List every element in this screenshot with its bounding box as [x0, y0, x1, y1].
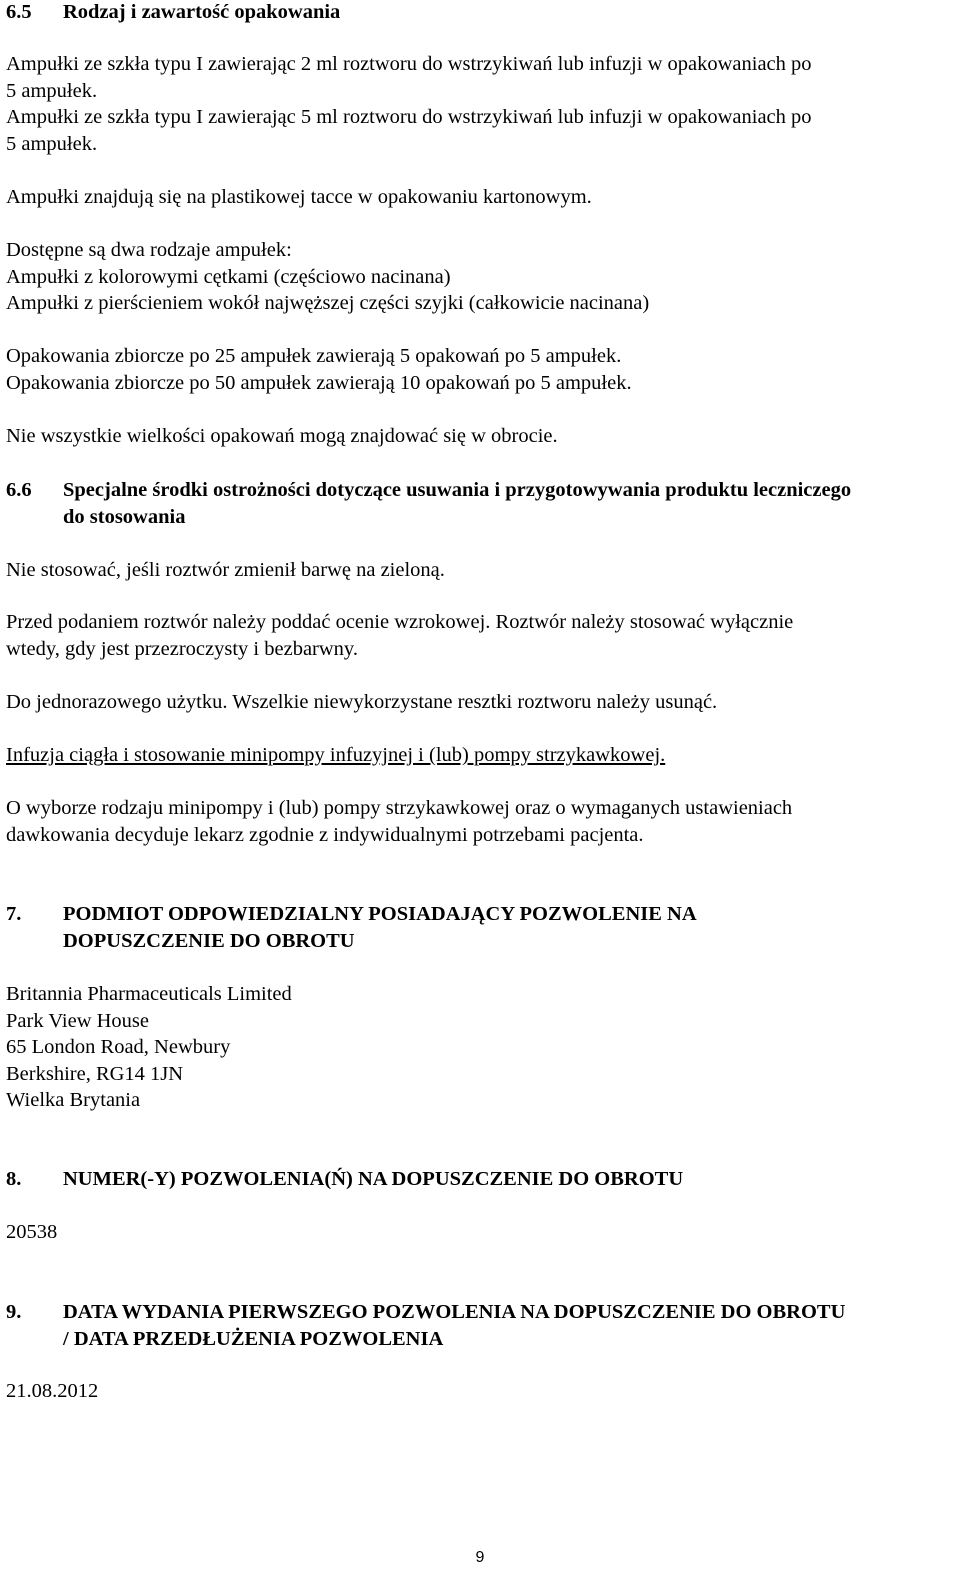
address-line: Britannia Pharmaceuticals Limited — [6, 983, 292, 1005]
paragraph-ampoule-kinds — [6, 237, 956, 317]
text-line: 5 ampułek. — [6, 79, 98, 102]
text-line: O wyborze rodzaju minipompy i (lub) pompy strzykawkowej oraz o wymaganych ustawieniach — [6, 797, 793, 819]
address-line: 65 London Road, Newbury — [6, 1036, 231, 1058]
text-line: Dostępne są dwa rodzaje ampułek: — [6, 239, 292, 261]
title-line: Specjalne środki ostrożności dotyczące usuwania i przygotowywania produktu leczniczego — [63, 479, 852, 501]
title-line: / DATA PRZEDŁUŻENIA POZWOLENIA — [63, 1327, 444, 1350]
section-title — [63, 1299, 956, 1352]
section-title: Rodzaj i zawartość opakowania — [63, 1, 341, 23]
paragraph-tray — [6, 184, 956, 211]
text-line: 5 ampułek. — [6, 132, 98, 155]
paragraph-bulk-packs — [6, 343, 956, 396]
paragraph-infusion-heading — [6, 742, 956, 769]
paragraph-pump-choice — [6, 795, 956, 848]
address-line: Park View House — [6, 1009, 150, 1032]
text-line: Opakowania zbiorcze po 50 ampułek zawierają 10 opakowań po 5 ampułek. — [6, 371, 632, 394]
authorization-date — [6, 1378, 956, 1405]
section-number: 6.5 — [6, 1, 32, 23]
text-line: wtedy, gdy jest przezroczysty i bezbarwny. — [6, 637, 358, 660]
title-line: DOPUSZCZENIE DO OBROTU — [63, 929, 355, 952]
text-line: Nie stosować, jeśli roztwór zmienił barwę na zieloną. — [6, 559, 445, 581]
address-line: Wielka Brytania — [6, 1089, 141, 1111]
text-line: Ampułki ze szkła typu I zawierając 2 ml roztworu do wstrzykiwań lub infuzji w opakowaniach po — [6, 53, 812, 75]
section-number: 8. — [6, 1168, 22, 1190]
text-line: Infuzja ciągła i stosowanie minipompy infuzyjnej i (lub) pompy strzykawkowej. — [6, 744, 666, 766]
text-line: Ampułki z pierścieniem wokół najwęższej części szyjki (całkowicie nacinana) — [6, 292, 650, 314]
paragraph-color-warning — [6, 557, 956, 584]
section-title — [63, 901, 956, 954]
paragraph-market-note — [6, 423, 956, 450]
text-line: Do jednorazowego użytku. Wszelkie niewykorzystane resztki roztworu należy usunąć. — [6, 691, 718, 713]
section-number: 6.6 — [6, 479, 32, 501]
company-address — [6, 981, 956, 1114]
section-number: 7. — [6, 903, 22, 925]
title-line: PODMIOT ODPOWIEDZIALNY POSIADAJĄCY POZWOLENIE NA — [63, 903, 697, 925]
section-title: NUMER(-Y) POZWOLENIA(Ń) NA DOPUSZCZENIE DO OBROTU — [63, 1168, 684, 1190]
text-line: Opakowania zbiorcze po 25 ampułek zawierają 5 opakowań po 5 ampułek. — [6, 345, 622, 367]
authorization-number — [6, 1219, 956, 1246]
title-line: do stosowania — [63, 505, 186, 528]
text-line: Ampułki z kolorowymi cętkami (częściowo nacinana) — [6, 265, 451, 288]
title-line: DATA WYDANIA PIERWSZEGO POZWOLENIA NA DOPUSZCZENIE DO OBROTU — [63, 1301, 846, 1323]
paragraph-ampoule-types — [6, 51, 956, 157]
text-line: Ampułki ze szkła typu I zawierając 5 ml roztworu do wstrzykiwań lub infuzji w opakowaniach po — [6, 106, 812, 128]
page-number: 9 — [475, 1549, 485, 1566]
address-line: Berkshire, RG14 1JN — [6, 1062, 184, 1085]
text-line: dawkowania decyduje lekarz zgodnie z indywidualnymi potrzebami pacjenta. — [6, 823, 644, 846]
paragraph-visual-inspection — [6, 609, 956, 662]
text-line: Ampułki znajdują się na plastikowej tacce w opakowaniu kartonowym. — [6, 186, 592, 208]
section-number: 9. — [6, 1301, 22, 1323]
text-line: 21.08.2012 — [6, 1380, 99, 1402]
paragraph-single-use — [6, 689, 956, 716]
section-title — [63, 477, 956, 530]
text-line: 20538 — [6, 1221, 58, 1243]
text-line: Nie wszystkie wielkości opakowań mogą znajdować się w obrocie. — [6, 425, 558, 447]
text-line: Przed podaniem roztwór należy poddać ocenie wzrokowej. Roztwór należy stosować wyłącznie — [6, 611, 794, 633]
